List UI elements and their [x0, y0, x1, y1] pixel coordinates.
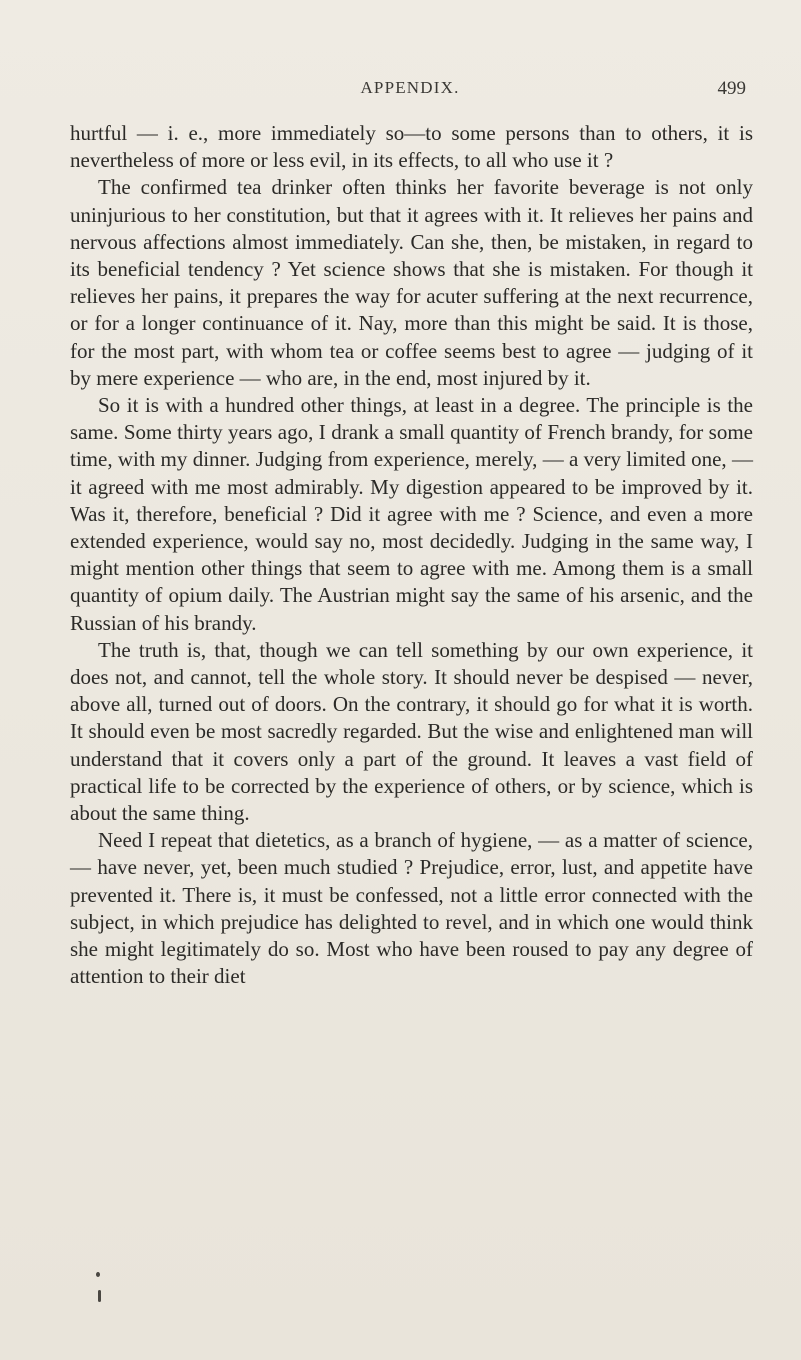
ink-speck — [98, 1290, 101, 1302]
ink-speck — [96, 1272, 100, 1277]
running-head-title: APPENDIX. — [360, 78, 460, 97]
paragraph-4: The truth is, that, though we can tell something by our own experience, it does not, and cannot, tell the whole story. It should never be despised — never, above all, turned out of doors. On the contrary, it should go for what it is worth. It should even be most sacredly regarded. But the wise and enlightened man will understand that it covers only a part of the ground. It leaves a vast field of practical life to be corrected by the experience of others, or by science, which is about the same thing. — [70, 637, 753, 826]
body-text — [70, 120, 753, 991]
page-number: 499 — [717, 78, 746, 99]
running-head — [70, 78, 750, 108]
paragraph-2: The confirmed tea drinker often thinks her favorite beverage is not only uninjurious to her constitution, but that it agrees with it. It relieves her pains and nervous affections almost immediately. Can she, then, be mistaken, in regard to its beneficial tendency ? Yet science shows that she is mistaken. For though it relieves her pains, it prepares the way for acuter suffering at the next recurrence, or for a longer continuance of it. Nay, more than this might be said. It is those, for the most part, with whom tea or coffee seems best to agree — judging of it by mere experience — who are, in the end, most injured by it. — [70, 175, 753, 390]
paragraph-3: So it is with a hundred other things, at least in a degree. The principle is the same. Some thirty years ago, I drank a small quantity of French brandy, for some time, with my dinner. Judging from experience, merely, — a very limited one, — it agreed with me most admirably. My digestion appeared to be improved by it. Was it, therefore, beneficial ? Did it agree with me ? Science, and even a more extended experience, would say no, most decidedly. Judging in the same way, I might mention other things that seem to agree with me. Among them is a small quantity of opium daily. The Austrian might say the same of his arsenic, and the Russian of his brandy. — [70, 393, 753, 635]
paragraph-1: hurtful — i. e., more immediately so—to some persons than to others, it is nevertheless of more or less evil, in its effects, to all who use it ? — [70, 121, 753, 173]
paragraph-5: Need I repeat that dietetics, as a branch of hygiene, — as a matter of science, — have never, yet, been much studied ? Prejudice, error, lust, and appetite have prevented it. There is, it must be confessed, not a little error connected with the subject, in which prejudice has delighted to revel, and in which one would think she might legitimately do so. Most who have been roused to pay any degree of attention to their diet — [70, 828, 753, 989]
